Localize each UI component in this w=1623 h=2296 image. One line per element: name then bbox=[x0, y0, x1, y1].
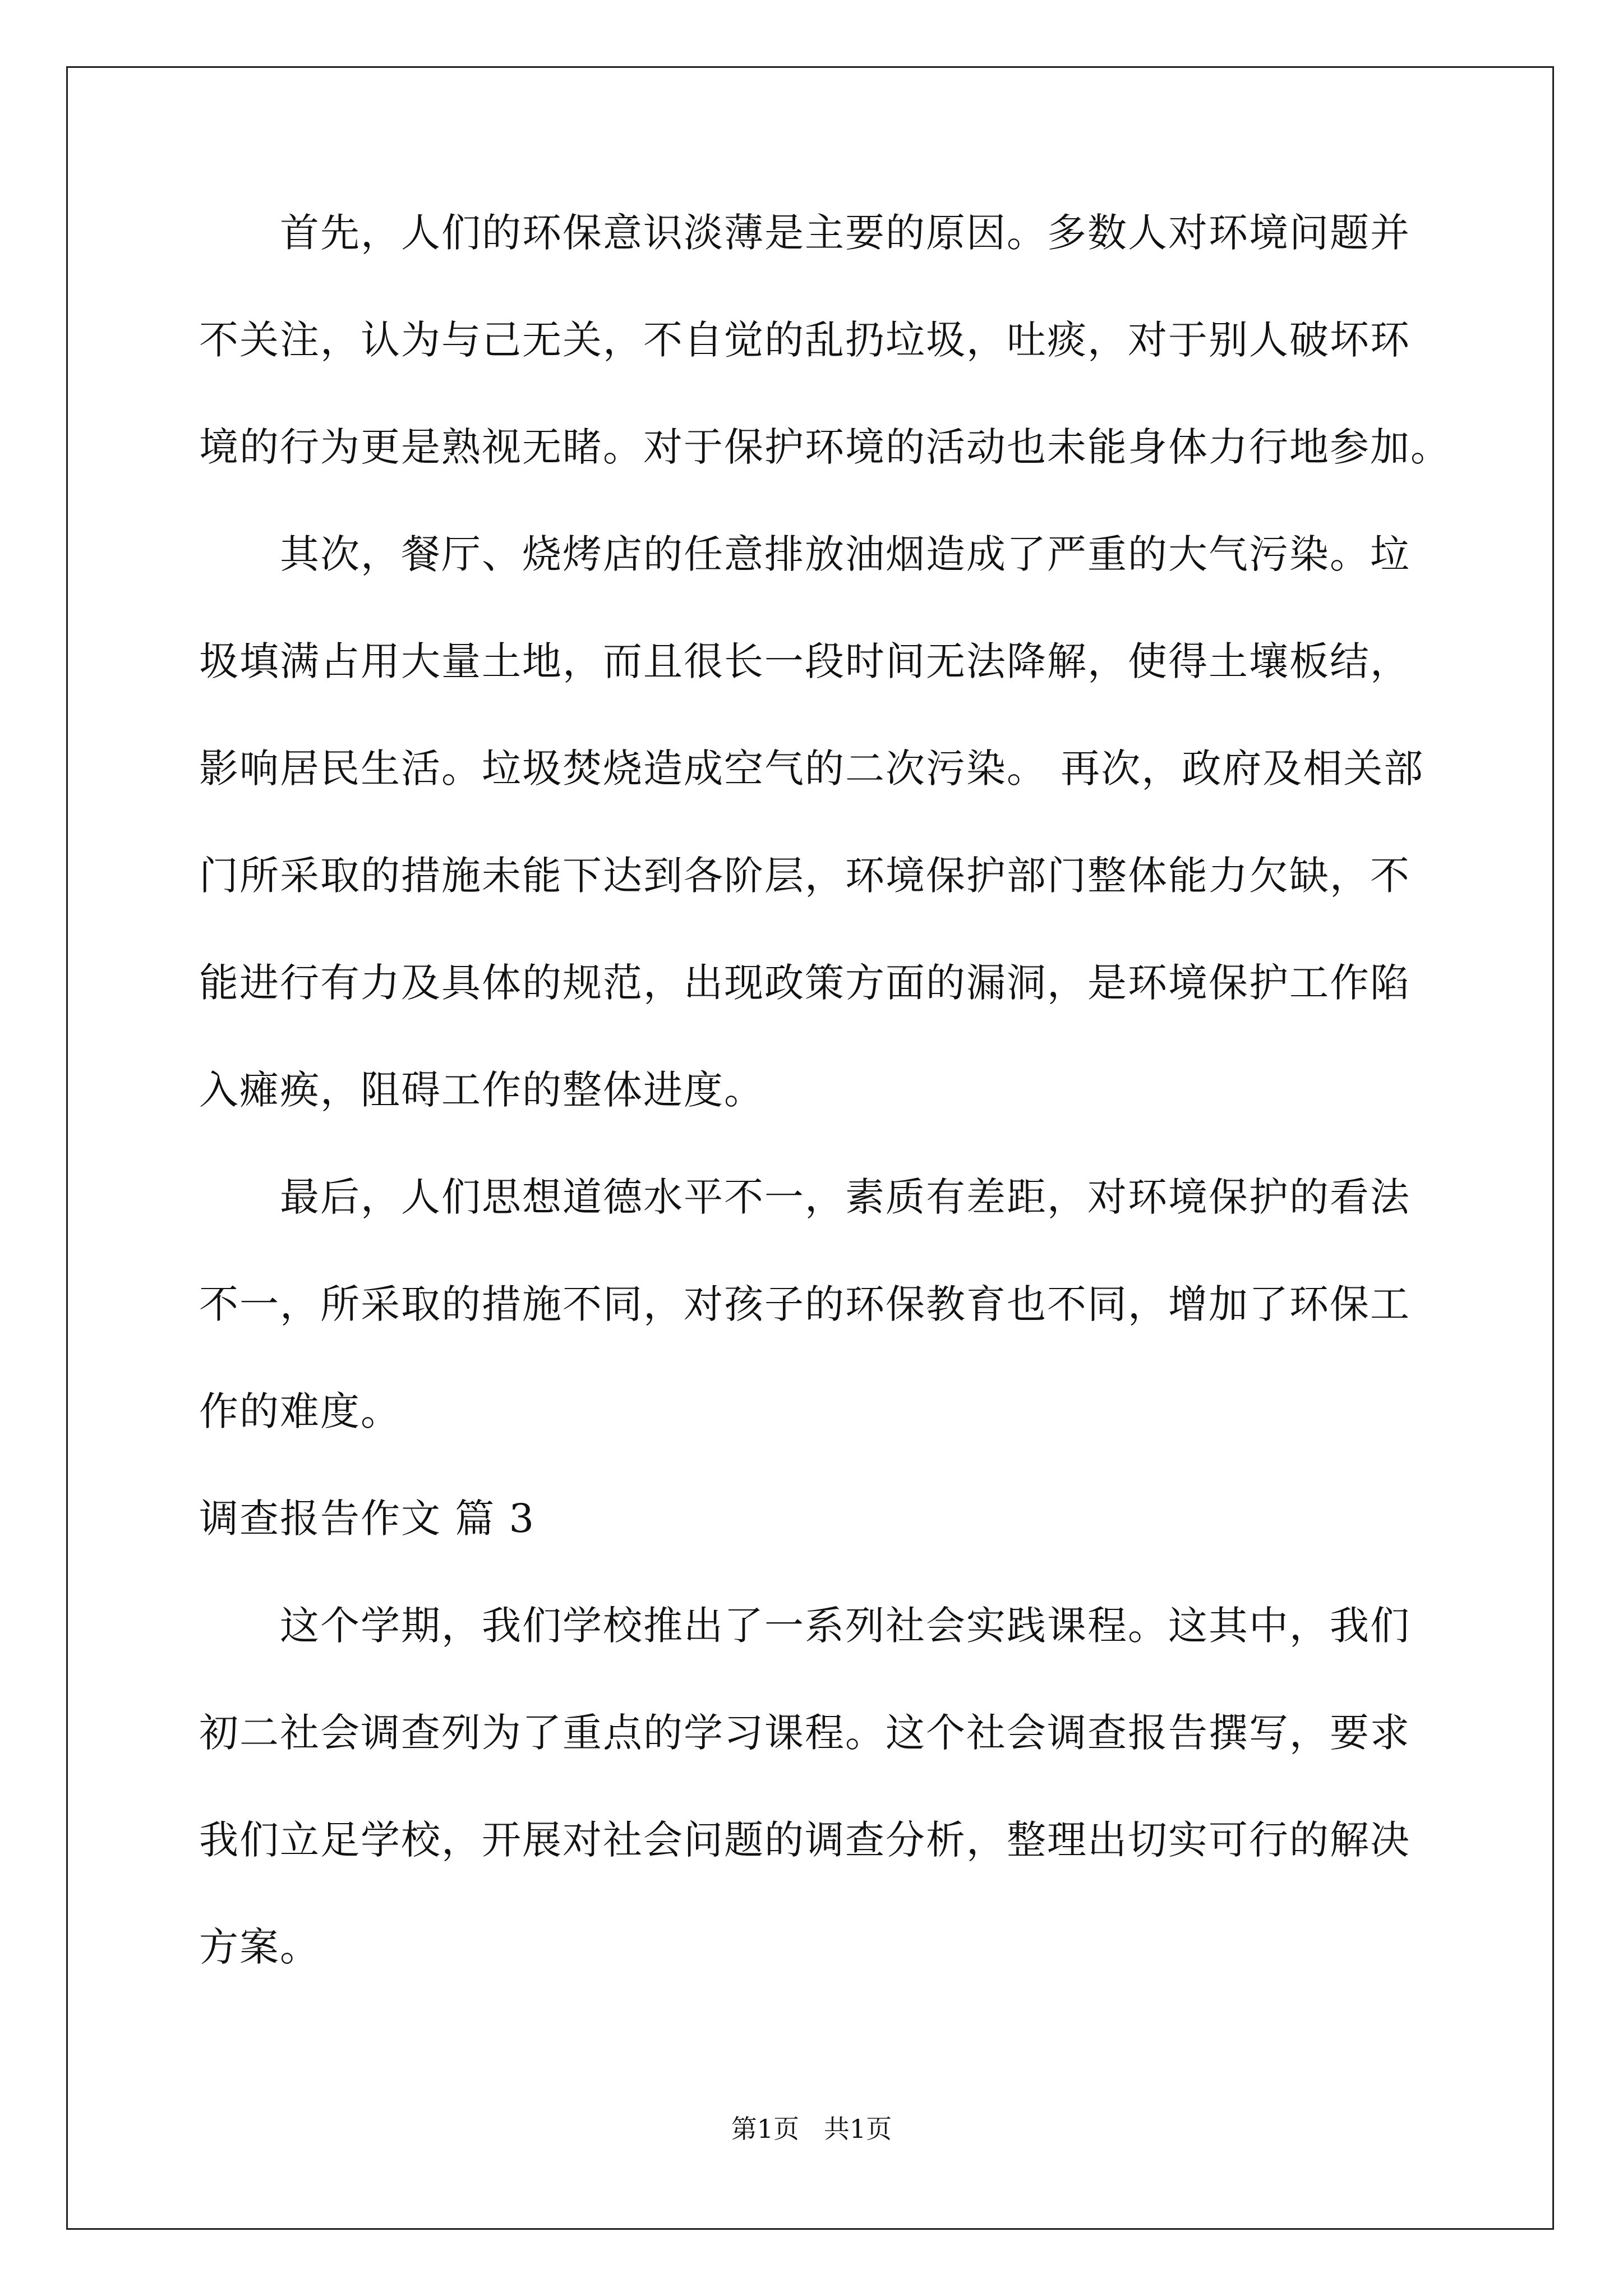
text-line: 境的行为更是熟视无睹。对于保护环境的活动也未能身体力行地参加。 bbox=[199, 424, 1451, 470]
text-line: 不一，所采取的措施不同，对孩子的环保教育也不同，增加了环保工 bbox=[199, 1281, 1410, 1327]
text-line: 最后，人们思想道德水平不一，素质有差距，对环境保护的看法 bbox=[199, 1174, 1410, 1220]
text-line: 我们立足学校，开展对社会问题的调查分析，整理出切实可行的解决 bbox=[199, 1817, 1410, 1863]
text-line: 方案。 bbox=[199, 1924, 320, 1970]
text-line: 其次，餐厅、烧烤店的任意排放油烟造成了严重的大气污染。垃 bbox=[199, 531, 1410, 577]
text-line: 不关注，认为与己无关，不自觉的乱扔垃圾，吐痰，对于别人破坏环 bbox=[199, 317, 1410, 363]
text-line: 影响居民生活。垃圾焚烧造成空气的二次污染。 再次，政府及相关部 bbox=[199, 746, 1424, 792]
text-line: 初二社会调查列为了重点的学习课程。这个社会调查报告撰写，要求 bbox=[199, 1710, 1410, 1756]
text-line: 入瘫痪，阻碍工作的整体进度。 bbox=[199, 1067, 764, 1113]
text-line: 门所采取的措施未能下达到各阶层，环境保护部门整体能力欠缺，不 bbox=[199, 853, 1410, 899]
text-line: 圾填满占用大量土地，而且很长一段时间无法降解，使得土壤板结， bbox=[199, 638, 1410, 684]
page-footer: 第1页 共1页 bbox=[731, 2114, 892, 2144]
section-heading: 调查报告作文 篇 3 bbox=[199, 1496, 536, 1542]
text-line: 首先，人们的环保意识淡薄是主要的原因。多数人对环境问题并 bbox=[199, 210, 1410, 256]
text-line: 能进行有力及具体的规范，出现政策方面的漏洞，是环境保护工作陷 bbox=[199, 960, 1410, 1006]
document-body bbox=[199, 210, 1451, 2035]
text-line: 作的难度。 bbox=[199, 1388, 401, 1434]
text-line: 这个学期，我们学校推出了一系列社会实践课程。这其中，我们 bbox=[199, 1603, 1410, 1649]
